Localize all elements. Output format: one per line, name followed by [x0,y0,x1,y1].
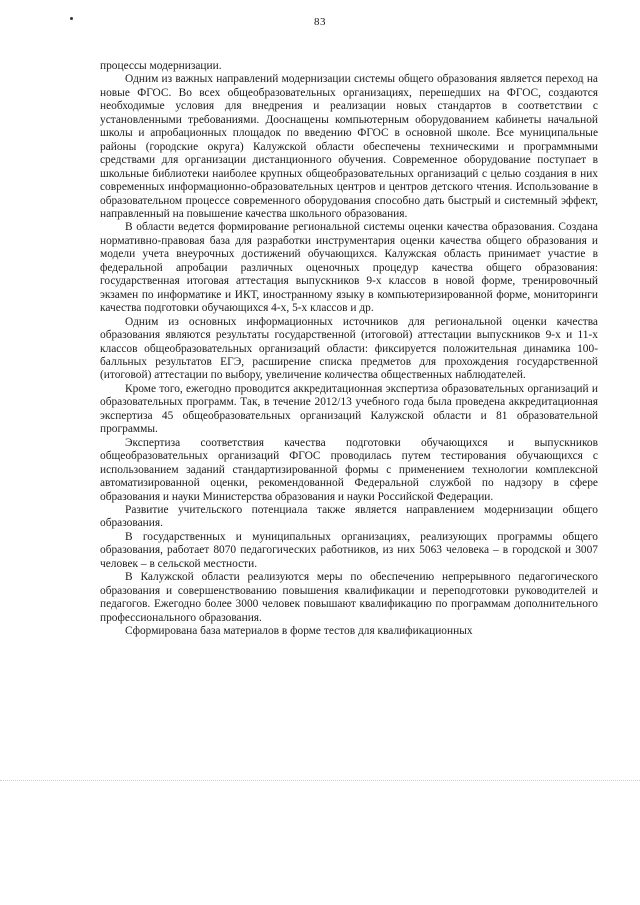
text-body [100,60,598,638]
paragraph: Сформирована база материалов в форме тестов для квалификационных [125,625,473,638]
paragraph: Одним из важных направлений модернизации системы общего образования является переход на новые ФГОС. Во всех общеобразовательных организациях, перешедших на ФГОС, создаются необходимые условия для внедрения и реализации новых стандартов в соответствии с установленными требованиями. Дооснащены компьютерным оборудованием кабинеты начальной школы и апробационных площадок по введению ФГОС в основной школе. Все муниципальные районы (городские округа) Калужской области обеспечены техническими и программными средствами для организации дистанционного обучения. Современное оборудование поступает в школьные библиотеки наиболее крупных общеобразовательных организаций с целью создания в них современных информационно-образовательных центров и центров детского чтения. Использование в образовательном процессе современного оборудования способно дать быстрый и системный эффект, направленный на повышение качества школьного образования. [100,73,598,220]
paragraph: В государственных и муниципальных организациях, реализующих программы общего образования, работает 8070 педагогических работников, из них 5063 человека – в городской и 3007 человек – в сельской местности. [100,530,598,570]
paragraph: Одним из основных информационных источников для региональной оценки качества образования являются результаты государственной (итоговой) аттестации выпускников 9-х и 11-х классов общеобразовательных организаций области: фиксируется положительная динамика 100-балльных результатов ЕГЭ, расширение списка предметов для прохождения государственной (итоговой) аттестации по выбору, увеличение количества общественных наблюдателей. [100,315,598,382]
paragraph: В области ведется формирование региональной системы оценки качества образования. Создана нормативно-правовая база для разработки инструментария оценки качества общего образования и модели учета внеурочных достижений обучающихся. Калужская область принимает участие в федеральной апробации различных оценочных процедур качества общего образования: государственная итоговая аттестация выпускников 9-х классов в новой форме, тренировочный экзамен по информатике и ИКТ, иностранному языку в компьютеризированной форме, мониторинги качества подготовки обучающихся 4-х, 5-х классов и др. [100,221,598,315]
paragraph: В Калужской области реализуются меры по обеспечению непрерывного педагогического образования и совершенствованию повышения квалификации и переподготовки руководителей и педагогов. Ежегодно более 3000 человек повышают квалификацию по программам дополнительного профессионального образования. [100,571,598,624]
page-number: 83 [314,16,326,28]
paragraph: Экспертиза соответствия качества подготовки обучающихся и выпускников общеобразовательных организаций ФГОС проводилась путем тестирования обучающихся с использованием заданий стандартизированной формы с применением технологии комплексной автоматизированной оценки, рекомендованной Федеральной службой по надзору в сфере образования и науки Министерства образования и науки Российской Федерации. [100,436,598,503]
paragraph: Кроме того, ежегодно проводится аккредитационная экспертиза образовательных организаций и образовательных программ. Так, в течение 2012/13 учебного года была проведена аккредитационная экспертиза 45 общеобразовательных организаций Калужской области и 81 образовательной программы. [100,382,598,436]
paragraph: Развитие учительского потенциала также является направлением модернизации общего образования. [100,503,598,530]
scan-artifact-dotted-line [0,780,640,782]
paragraph: процессы модернизации. [100,60,222,72]
